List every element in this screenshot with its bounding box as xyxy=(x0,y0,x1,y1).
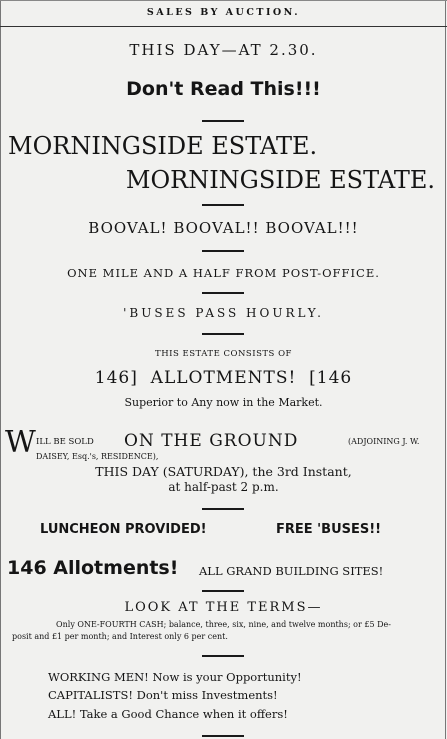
luncheon-text: LUNCHEON PROVIDED! xyxy=(40,522,207,537)
working-men-line: WORKING MEN! Now is your Opportunity! xyxy=(48,670,302,684)
divider-rule xyxy=(202,735,244,737)
date-line: THIS DAY (SATURDAY), the 3rd Instant, xyxy=(95,464,352,479)
divider-rule xyxy=(202,333,244,335)
time-line: THIS DAY—AT 2.30. xyxy=(129,41,318,59)
superior-line: Superior to Any now in the Market. xyxy=(124,396,323,409)
headline-dont-read: Don't Read This!!! xyxy=(126,78,321,100)
residence-text: DAISEY, Esq.'s, RESIDENCE), xyxy=(36,452,159,461)
allotments-bold-text: 146 Allotments! xyxy=(7,557,179,579)
free-buses-text: FREE 'BUSES!! xyxy=(276,522,382,537)
divider-rule xyxy=(202,292,244,294)
buses-line: 'BUSES PASS HOURLY. xyxy=(123,306,324,320)
all-line: ALL! Take a Good Chance when it offers! xyxy=(48,707,288,721)
capitalists-line: CAPITALISTS! Don't miss Investments! xyxy=(48,688,278,702)
adjoining-text: (ADJOINING J. W. xyxy=(348,437,420,446)
booval-line: BOOVAL! BOOVAL!! BOOVAL!!! xyxy=(88,219,359,237)
divider-rule xyxy=(202,508,244,510)
header-rule xyxy=(0,26,447,27)
divider-rule xyxy=(202,204,244,206)
divider-rule xyxy=(202,590,244,592)
section-header: SALES BY AUCTION. xyxy=(146,7,301,18)
consists-line: THIS ESTATE CONSISTS OF xyxy=(155,349,292,359)
will-be-sold-text: ILL BE SOLD xyxy=(36,437,94,447)
divider-rule xyxy=(202,120,244,122)
divider-rule xyxy=(202,250,244,252)
time-detail-line: at half-past 2 p.m. xyxy=(168,480,279,494)
terms-heading: LOOK AT THE TERMS— xyxy=(124,600,323,615)
estate-title-1: MORNINGSIDE ESTATE. xyxy=(8,132,318,160)
divider-rule xyxy=(202,655,244,657)
estate-title-2: MORNINGSIDE ESTATE. xyxy=(125,166,435,194)
terms-line-2: posit and £1 per month; and Interest only 6 per cent. xyxy=(12,632,228,641)
building-sites-text: ALL GRAND BUILDING SITES! xyxy=(199,564,384,578)
top-rule xyxy=(0,0,447,1)
terms-line-1: Only ONE-FOURTH CASH; balance, three, six, nine, and twelve months; or £5 De- xyxy=(56,620,391,629)
on-the-ground-text: ON THE GROUND xyxy=(124,431,299,451)
drop-cap: W xyxy=(5,425,36,460)
allotments-line: 146] ALLOTMENTS! [146 xyxy=(94,368,353,388)
distance-line: ONE MILE AND A HALF FROM POST-OFFICE. xyxy=(67,266,380,280)
